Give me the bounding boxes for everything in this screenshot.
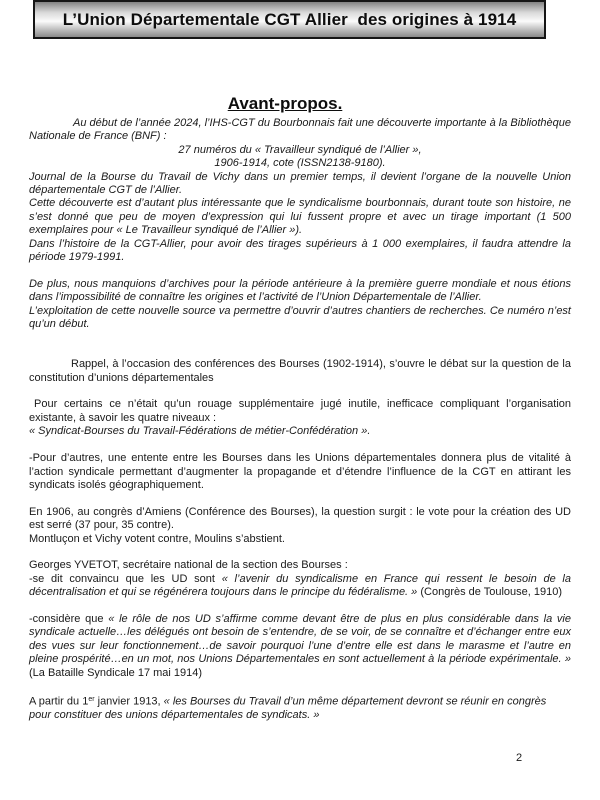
text-italic: 27 numéros du « Travailleur syndiqué de l’Allier », <box>178 143 422 156</box>
paragraph-14 <box>29 533 571 546</box>
text-italic: L’exploitation de cette nouvelle source va permettre d’ouvrir d’autres chantiers de recherches. Ce numéro n’est qu’un début. <box>29 304 571 331</box>
text-italic: Cette découverte est d’autant plus intéressante que le syndicalisme bourbonnais, durant toute son histoire, ne s’est donné que peu de moyen d’expression qui lui fussent propre et avec un tirage important (1 500 exemplaires pour « Le Travailleur syndiqué de l’Allier »). <box>29 197 571 237</box>
text-superscript: er <box>88 696 95 704</box>
text-regular: janvier 1913, <box>94 695 164 708</box>
paragraph-11 <box>29 425 571 438</box>
text-regular: Pour certains ce n’était qu’un rouage supplémentaire jugé inutile, inefficace compliquant l’organisation existante, à savoir les quatre niveaux : <box>29 398 571 424</box>
text-italic: Dans l’histoire de la CGT-Allier, pour avoir des tirages supérieurs à 1 000 exemplaires, il faudra attendre la période 1979-1991. <box>29 237 571 264</box>
paragraph-18 <box>29 693 571 722</box>
paragraph-10 <box>29 398 571 425</box>
paragraph-3 <box>29 157 571 170</box>
paragraph-16 <box>29 573 571 600</box>
text-italic: Au début de l’année 2024, l’IHS-CGT du Bourbonnais fait une découverte importante à la Bibliothèque Nationale de France (BNF) : <box>29 117 571 143</box>
text-regular: -Pour d’autres, une entente entre les Bourses dans les Unions départementales donnera plus de vitalité à l’action syndicale permettant d’augmenter la propagande et d’étendre l’influence de la CGT en attirant les syndicats isolés géographiquement. <box>29 452 571 491</box>
text-italic: « les Bourses du Travail d’un même département devront se réunir en congrès pour constituer des unions départementales de syndicats. » <box>29 695 547 722</box>
text-italic: De plus, nous manquions d’archives pour la période antérieure à la première guerre mondiale et nous étions dans l’impossibilité de connaître les origines et l’activité de l’Union Départementale de l’Allier. <box>29 277 571 304</box>
text-regular: A partir du 1 <box>29 695 89 708</box>
text-regular: (Congrès de Toulouse, 1910) <box>417 586 563 599</box>
text-italic: « l’avenir du syndicalisme en France qui ressent le besoin de la décentralisation et qui se régénérera toujours dans le principe du fédéralisme. » <box>29 572 571 599</box>
text-regular: -considère que <box>29 612 109 625</box>
page-header-title: L’Union Départementale CGT Allier des origines à 1914 <box>62 9 517 29</box>
paragraph-17 <box>29 613 571 680</box>
paragraph-13 <box>29 506 571 533</box>
paragraph-4 <box>29 171 571 198</box>
text-italic: 1906-1914, cote (ISSN2138-9180). <box>214 157 386 170</box>
document-body <box>29 117 571 723</box>
text-regular: En 1906, au congrès d’Amiens (Conférence des Bourses), la question surgit : le vote pour la création des UD est serré (37 pour, 35 contre). <box>29 505 571 532</box>
paragraph-6 <box>29 238 571 265</box>
section-heading: Avant-propos. <box>227 94 343 113</box>
paragraph-15 <box>29 559 571 572</box>
paragraph-9 <box>29 358 571 385</box>
text-regular: -se dit convaincu que les UD sont <box>29 572 222 585</box>
text-regular: Montluçon et Vichy votent contre, Moulins s’abstient. <box>29 532 285 545</box>
paragraph-1 <box>29 117 571 144</box>
text-italic: « Syndicat-Bourses du Travail-Fédérations de métier-Confédération ». <box>29 425 371 438</box>
text-regular: Rappel, à l’occasion des conférences des Bourses (1902-1914), s’ouvre le débat sur la question de la constitution d’unions départementales <box>29 358 571 384</box>
text-italic: « le rôle de nos UD s’affirme comme devant être de plus en plus considérable dans la vie syndicale actuelle…les délégués ont besoin de s’entendre, de se voir, de se connaître et d’échanger entre eux des vues sur leur fonctionnement…de savoir pourquoi l’une d’entre elle est dans le marasme et l’autre en pleine prospérité…en un mot, nos Unions Départementales en sont actuellement à la période expérimentale. » <box>29 612 571 666</box>
text-italic: Journal de la Bourse du Travail de Vichy dans un premier temps, il devient l’organe de la nouvelle Union départementale CGT de l’Allier. <box>29 170 571 197</box>
paragraph-7 <box>29 278 571 305</box>
paragraph-8 <box>29 305 571 332</box>
text-regular: Georges YVETOT, secrétaire national de la section des Bourses : <box>29 559 348 572</box>
page-header-banner <box>33 0 546 39</box>
paragraph-12 <box>29 452 571 492</box>
paragraph-5 <box>29 197 571 237</box>
page-number: 2 <box>515 752 523 764</box>
text-regular: (La Bataille Syndicale 17 mai 1914) <box>29 666 203 679</box>
paragraph-2 <box>29 144 571 157</box>
